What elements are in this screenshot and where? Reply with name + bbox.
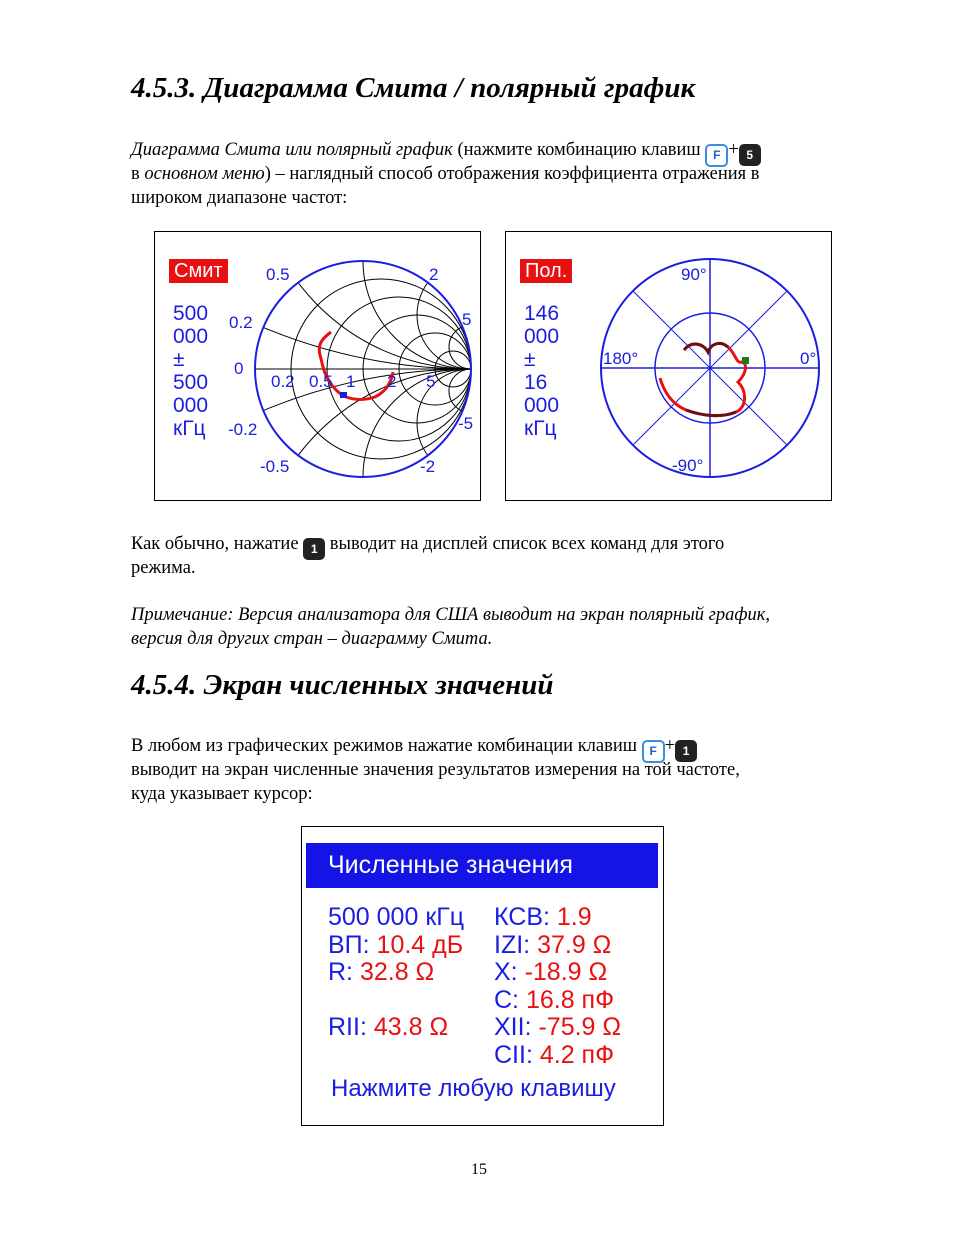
smith-label: 5 [462,310,472,329]
swr-label: КСВ: [494,903,557,931]
numeric-rows [328,904,658,1069]
intro-line-3: широком диапазоне частот: [131,188,348,208]
after-charts-line-2: режима. [131,558,196,578]
one-key-icon: 1 [675,740,697,762]
c-value: 16.8 пФ [525,985,615,1014]
r-label: R: [328,958,360,986]
cp-label: CII: [494,1040,540,1069]
f-key-icon: F [705,144,728,167]
section-title-numeric: 4.5.4. Экран численных значений [131,669,554,701]
rl-label: ВП: [328,930,377,959]
polar-trace-dark [686,410,736,416]
smith-label: 1 [346,372,356,391]
polar-marker [742,357,749,364]
numeric-row [328,959,658,987]
intro-line2-pre: в [131,164,145,184]
polar-freq-line: ± [524,348,536,371]
z-value: 37.9 Ω [537,930,612,959]
r-value: 32.8 Ω [359,958,435,986]
polar-label: 180° [603,349,639,368]
numeric-header: Численные значения [306,843,658,888]
x-label: X: [494,958,525,986]
numeric-intro-line-2: выводит на экран численные значения результатов измерения на той частоте, [131,760,740,780]
smith-label: 2 [387,372,397,391]
polar-label: 90° [681,265,707,284]
one-key-icon: 1 [303,538,325,560]
smith-freq-line: 500 [173,302,209,325]
polar-label: -90° [672,456,704,475]
five-key-icon: 5 [739,144,761,166]
polar-chart-svg [506,232,831,500]
x-value: -18.9 Ω [524,958,608,986]
smith-chart-screen [154,231,481,501]
smith-label: -5 [458,414,474,433]
main-menu-italic: основном меню [144,164,265,184]
z-label: IZI: [494,930,538,959]
smith-label: 0.5 [266,265,290,284]
numeric-row [328,1014,658,1042]
numeric-intro-pre: В любом из графических режимов нажатие комбинации клавиш [131,736,642,756]
polar-badge: Пол. [520,259,572,283]
intro-line-2 [131,162,760,186]
smith-label: 5 [426,372,436,391]
numeric-values-screen [301,826,664,1126]
numeric-row [328,1042,658,1070]
smith-marker [340,392,347,398]
xp-value: -75.9 Ω [538,1013,622,1041]
plus-sign: + [664,736,676,756]
page-number: 15 [471,1161,487,1178]
plus-sign: + [728,140,739,160]
smith-label: 2 [429,265,439,284]
numeric-row [328,987,658,1015]
press-any-key-prompt: Нажмите любую клавишу [331,1075,616,1102]
intro-italic: Диаграмма Смита или полярный график [131,140,453,160]
intro-rest: (нажмите комбинацию клавиш [452,140,706,160]
f-key-icon: F [642,740,665,763]
polar-freq-line: 16 [524,371,548,394]
polar-chart-screen [505,231,832,501]
rp-value: 43.8 Ω [373,1013,449,1041]
after-charts-pre: Как обычно, нажатие [131,534,304,554]
smith-label: 0 [234,359,244,378]
smith-badge: Смит [169,259,228,283]
smith-label: 0.5 [309,372,333,391]
swr-value: 1.9 [556,903,592,931]
polar-label: 0° [800,349,817,368]
smith-freq-line: 000 [173,394,209,417]
smith-freq-line: 000 [173,325,209,348]
smith-freq-line: 500 [173,371,209,394]
numeric-row [328,932,658,960]
smith-x-arc [155,232,480,369]
cp-value: 4.2 пФ [539,1040,615,1069]
numeric-row [328,904,658,932]
smith-freq-line: кГц [173,417,206,440]
note-line-1: Примечание: Версия анализатора для США выводит на экран полярный график, [131,605,771,625]
smith-label: -0.5 [260,457,290,476]
xp-label: XII: [494,1013,539,1041]
smith-label: 0.2 [229,313,253,332]
rl-value: 10.4 дБ [376,930,464,959]
note-line-2: версия для других стран – диаграмму Смита. [131,629,493,649]
c-label: C: [494,985,526,1014]
smith-chart-svg [155,232,480,500]
polar-freq-line: 000 [524,394,560,417]
intro-line2-rest: ) – наглядный способ отображения коэффициента отражения в [264,164,760,184]
polar-trace-dark [684,343,728,352]
after-charts-rest: выводит на дисплей список всех команд для этого [325,534,725,554]
smith-label: 0.2 [271,372,295,391]
section-title-smith: 4.5.3. Диаграмма Смита / полярный график [131,72,696,104]
polar-freq-line: 000 [524,325,560,348]
polar-freq-line: 146 [524,302,560,325]
polar-freq-line: кГц [524,417,557,440]
smith-freq-line: ± [173,348,185,371]
smith-label: -2 [420,457,436,476]
after-charts-line-1 [131,532,724,560]
frequency-label: 500 000 кГц [328,903,465,931]
numeric-intro-line-3: куда указывает курсор: [131,784,313,804]
smith-label: -0.2 [228,420,258,439]
rp-label: RII: [328,1013,374,1041]
